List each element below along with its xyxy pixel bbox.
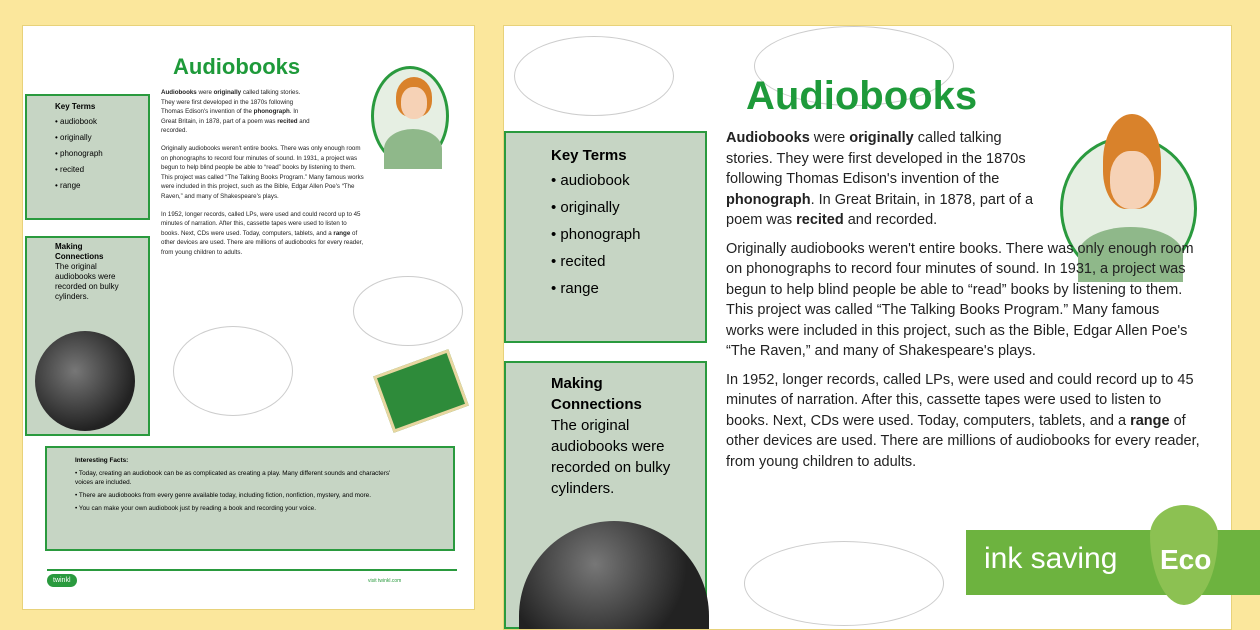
key-term-highlight: originally	[213, 89, 242, 96]
text-run: In 1952, longer records, called LPs, were used and could record up to 45 minutes of narration. After this, cassette tapes were used to listen to books. Next, CDs were used. Today, computers, tablets, and a	[161, 210, 361, 237]
text-run: . In Great Britain, in 1878, part of a poem was	[161, 108, 299, 125]
making-connections-text: The original audiobooks were recorded on bulky cylinders.	[551, 417, 671, 497]
interesting-facts-heading: Interesting Facts:	[75, 457, 129, 464]
key-term-highlight: phonograph	[253, 108, 290, 116]
key-term-item: • phonograph	[551, 226, 641, 243]
worksheet-preview-small[interactable]	[22, 25, 475, 610]
key-term-highlight: phonograph	[726, 191, 811, 208]
page-title: Audiobooks	[746, 74, 978, 118]
key-term-item: • originally	[551, 199, 620, 216]
text-run: of other devices are used. There are millions of audiobooks for every reader, from young children to adults.	[161, 229, 364, 256]
body-text	[161, 88, 366, 266]
key-terms-list	[551, 172, 705, 297]
key-terms-heading: Key Terms	[55, 102, 96, 111]
text-run: called talking stories. They were first developed in the 1870s following Thomas Edison's invention of the	[161, 89, 301, 116]
twinkl-logo: twinkl	[47, 574, 77, 587]
interesting-facts-box	[45, 446, 455, 551]
making-connections-heading: Making Connections	[55, 242, 104, 261]
text-run: were	[809, 130, 850, 146]
key-term-item: • range	[55, 181, 81, 190]
paragraph	[726, 370, 1201, 473]
key-term-highlight: range	[333, 229, 351, 237]
microphone-image	[35, 331, 135, 431]
making-connections-text: The original audiobooks were recorded on bulky cylinders.	[55, 262, 119, 301]
key-term-item: • recited	[551, 253, 606, 270]
key-terms-box	[504, 131, 707, 343]
book-headphones-image	[373, 349, 469, 433]
paragraph	[161, 144, 366, 202]
key-terms-box	[25, 94, 150, 220]
key-term-item: • audiobook	[551, 172, 630, 189]
paragraph	[726, 128, 1051, 231]
text-run: of other devices are used. There are millions of audiobooks for every reader, from young children to adults.	[726, 412, 1200, 470]
text-run: were	[196, 89, 214, 96]
text-run: Originally audiobooks weren't entire books. There was only enough room on phonographs to record four minutes of sound. In 1931, a project was begun to help blind people be able to “read” books by listening to them. This project was called “The Talking Books Program.” Many famous works were included in this project, such as the Bible, Edgar Allen Poe's “The Raven,” and many of Shakespeare's plays.	[726, 240, 1194, 359]
paragraph	[161, 210, 366, 258]
key-term-highlight: Audiobooks	[726, 130, 810, 146]
body-text	[726, 128, 1201, 480]
making-connections-heading: Making Connections	[551, 375, 642, 413]
fact-item: • You can make your own audiobook just by reading a book and recording your voice.	[75, 505, 316, 512]
key-terms-list	[55, 117, 148, 190]
key-term-highlight: recited	[796, 212, 844, 228]
key-term-item: • originally	[55, 133, 92, 142]
text-run: Originally audiobooks weren't entire books. There was only enough room on phonographs to record four minutes of sound. In 1931, a project was begun to help blind people be able to “read” books by listening to them. This project was called “The Talking Books Program.” Many famous works were included in this project, such as the Bible, Edgar Allen Poe's “The Raven,” and many of Shakespeare's plays.	[161, 144, 364, 200]
footer-url: visit twinkl.com	[368, 578, 402, 584]
text-run: and recorded.	[843, 212, 938, 228]
key-term-item: • audiobook	[55, 117, 97, 126]
key-term-item: • range	[551, 280, 599, 297]
paragraph	[161, 88, 311, 136]
key-term-highlight: range	[1130, 412, 1170, 429]
fact-item: • Today, creating an audiobook can be as complicated as creating a play. Many different sounds and characters' voices are included.	[75, 470, 391, 486]
ink-saving-label: ink saving	[984, 542, 1118, 575]
eco-label: Eco	[1160, 544, 1212, 575]
text-run: called talking stories. They were first developed in the 1870s following Thomas Edison's invention of the	[726, 130, 1026, 187]
key-term-highlight: Audiobooks	[161, 89, 197, 96]
key-term-item: • recited	[55, 165, 85, 174]
text-run: In 1952, longer records, called LPs, were used and could record up to 45 minutes of narration. After this, cassette tapes were used to listen to books. Next, CDs were used. Today, computers, tablets, and a	[726, 371, 1194, 429]
text-run: . In Great Britain, in 1878, part of a poem was	[726, 191, 1034, 228]
text-run: and recorded.	[161, 117, 310, 135]
key-terms-heading: Key Terms	[551, 147, 627, 164]
girl-listening-image	[371, 66, 449, 166]
paragraph	[726, 239, 1201, 362]
key-term-highlight: recited	[277, 117, 298, 125]
key-term-highlight: originally	[849, 130, 914, 146]
page-title: Audiobooks	[173, 54, 301, 79]
fact-item: • There are audiobooks from every genre available today, including fiction, nonfiction, mystery, and more.	[75, 492, 372, 499]
key-term-item: • phonograph	[55, 149, 103, 158]
